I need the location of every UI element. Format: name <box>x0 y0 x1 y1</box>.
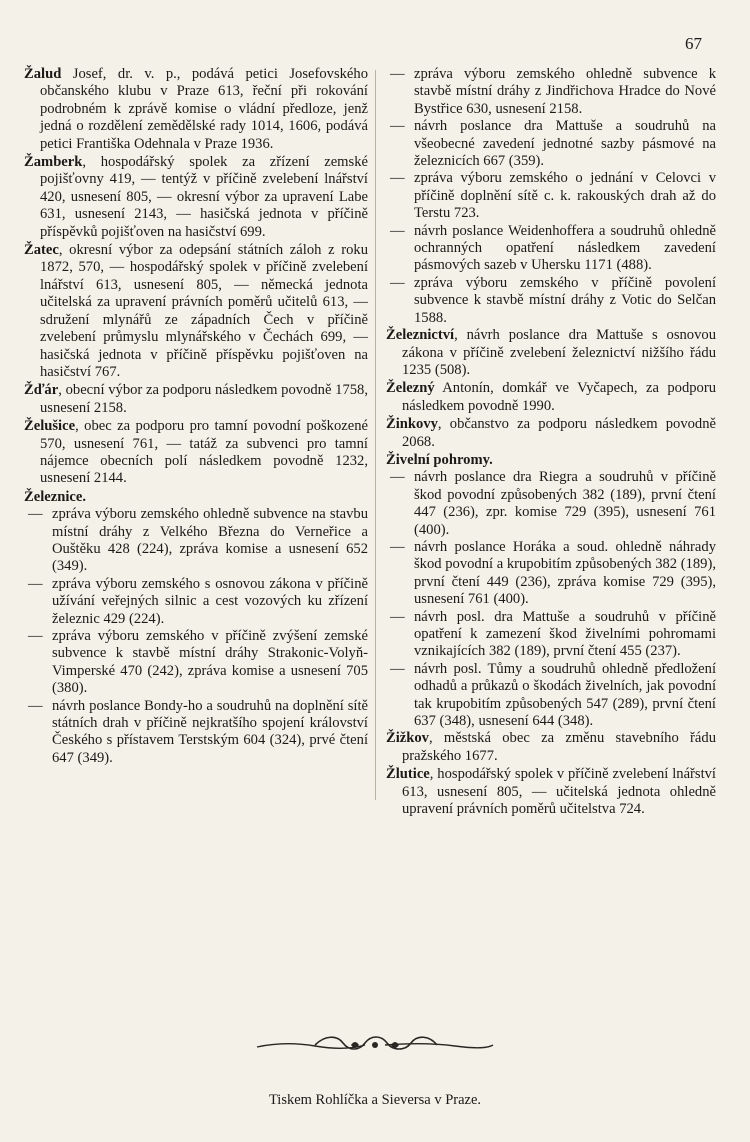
entry-keyword: Žalud <box>24 66 62 82</box>
index-entry <box>386 416 716 451</box>
entry-keyword: Žamberk <box>24 154 83 171</box>
ornament-divider <box>255 1033 495 1057</box>
left-column <box>24 66 368 767</box>
sub-entry-text: návrh poslance Bondy-ho a soudruhů na doplnění sítě státních drah v příčině nejkratšího spojení království Českého s přístavem Terstským 604 (324), prvé čtení 647 (349). <box>52 697 368 766</box>
entry-keyword: Žďár <box>24 382 59 399</box>
entry-keyword: Žatec <box>24 242 59 259</box>
sub-entry <box>386 275 716 327</box>
entry-text: , hospodářský spolek v příčině zvelebení lnářství 613, usnesení 805, — učitelská jednota ohledně upravení právních poměrů učitelstva 724. <box>402 766 716 818</box>
index-entry <box>24 418 368 488</box>
sub-entry-text: zpráva výboru zemského v příčině zvýšení zemské subvence k stavbě místní dráhy Strakonic-Volyň-Vimperské 470 (242), zpráva komise a usnesení 705 (380). <box>52 628 368 697</box>
sub-entry-text: návrh poslance Weidenhoffera a soudruhů ohledně ochranných opatření následkem zavedení pásmových sazeb v Uhersku 1171 (488). <box>414 222 716 274</box>
index-heading: Živelní pohromy. <box>386 451 493 468</box>
dash-marker: — <box>28 575 43 592</box>
dash-marker: — <box>390 222 405 239</box>
index-entry <box>24 382 368 417</box>
column-divider <box>375 70 376 800</box>
entry-text: , hospodářský spolek za zřízení zemské pojišťovny 419, — tentýž v příčině zvelebení lnářství 420, usnesení 805, — okresní výbor za upravení Labe 631, usnesení 2143, — hasičská jednota v příčině příspěvků pojišťoven na hasičství 699. <box>40 154 368 240</box>
dash-marker: — <box>390 469 405 486</box>
page-number: 67 <box>685 34 702 53</box>
index-entry <box>386 327 716 379</box>
sub-entry <box>386 661 716 731</box>
sub-entry <box>386 118 716 170</box>
entry-keyword: Želušice <box>24 418 76 435</box>
entry-text: , městská obec za změnu stavebního řádu pražského 1677. <box>402 730 716 764</box>
sub-entry-text: zpráva výboru zemského ohledně subvence na stavbu místní dráhy z Velkého Března do Verneřice a Ouštěku 428 (224), zpráva komise a usnesení 652 (349). <box>52 506 368 575</box>
entry-keyword: Žinkovy <box>386 416 438 433</box>
sub-entry-text: návrh posl. dra Mattuše a soudruhů v příčině opatření k zamezení škod živelními pohromami vznikajících 382 (189), první čtení 455 (237). <box>414 608 716 660</box>
index-entry <box>386 380 716 415</box>
dash-marker: — <box>28 506 43 523</box>
sub-entry-text: návrh poslance dra Riegra a soudruhů v příčině škod povodní způsobených 382 (189), první čtení 447 (236), zpr. komise 729 (395), usnesení 761 (400). <box>414 469 716 538</box>
entry-text: Josef, dr. v. p., podává petici Josefovského občanského klubu v Praze 613, řeční při rokování podrobném k zprávě komise o vládní předloze, jenž jedná o rozdělení zemědělské rady 1014, 1606, podává petici Františka Odehnala v Praze 1936. <box>40 66 368 152</box>
entry-text: , obec za podporu pro tamní povodní poškozené 570, usnesení 761, — tatáž za subvenci pro tamní nájemce obecních polí následkem povodně 1232, usnesení 2144. <box>40 418 368 487</box>
sub-entry <box>24 506 368 576</box>
entry-keyword: Železnictví <box>386 327 455 344</box>
dash-marker: — <box>28 628 43 644</box>
index-entry <box>386 730 716 765</box>
sub-entry-text: zpráva výboru zemského s osnovou zákona v příčině užívání veřejných silnic a cest vozových ku zřízení železnic 429 (224). <box>52 575 368 627</box>
entry-text: , návrh poslance dra Mattuše s osnovou zákona v příčině zvelebení železnictví nižšího řádu 1235 (508). <box>402 327 716 378</box>
sub-entry <box>386 609 716 661</box>
dash-marker: — <box>390 118 405 135</box>
sub-entry <box>24 628 368 698</box>
dash-marker: — <box>390 274 405 291</box>
entry-keyword: Žižkov <box>386 730 429 747</box>
printer-imprint: Tiskem Rohlíčka a Sieversa v Praze. <box>268 1092 482 1108</box>
index-entry <box>24 154 368 241</box>
entry-text: , obecní výbor za podporu následkem povodně 1758, usnesení 2158. <box>40 382 368 416</box>
sub-entry <box>386 539 716 609</box>
sub-entry <box>386 223 716 275</box>
index-entry <box>24 66 368 153</box>
sub-entry-text: návrh posl. Tůmy a soudruhů ohledně předložení odhadů a průkazů o škodách živelních, jak povodní tak krupobitím způsobených 547 (289), první čtení 637 (348), usnesení 644 (348). <box>414 660 716 730</box>
dash-marker: — <box>390 170 405 187</box>
sub-entry <box>386 170 716 222</box>
dash-marker: — <box>390 66 405 82</box>
sub-entry <box>386 66 716 118</box>
entry-text: , okresní výbor za odepsání státních záloh z roku 1872, 570, — hospodářský spolek v příčině zvelebení lnářství 613, usnesení 805, — německá jednota učitelská za upravení právních poměrů učitelů 613, — sdružení mlynářů ze západních Čech v příčině zvelebení průmyslu mlynářského v Čechách 699, — hasičská jednota v příčině příspěvku pojišťoven na hasičství 767. <box>40 242 368 380</box>
sub-entry-text: zpráva výboru zemského ohledně subvence k stavbě místní dráhy z Jindřichova Hradce do Nové Bystřice 630, usnesení 2158. <box>414 66 716 117</box>
entry-text: Antonín, domkář ve Vyčapech, za podporu následkem povodně 1990. <box>402 380 716 414</box>
sub-entry-text: zpráva výboru zemského o jednání v Celovci v příčině doplnění sítě c. k. rakouských drah až do Terstu 723. <box>414 170 716 222</box>
sub-entry-text: návrh poslance Horáka a soud. ohledně náhrady škod povodní a krupobitím způsobených 382 (189), první čtení 449 (236), zpráva komise 729 (395), usnesení 761 (400). <box>414 538 716 608</box>
dash-marker: — <box>390 538 405 555</box>
sub-entry <box>24 698 368 768</box>
right-column <box>386 66 716 819</box>
dash-marker: — <box>28 697 43 714</box>
index-heading: Železnice. <box>24 488 86 505</box>
sub-entry-text: zpráva výboru zemského v příčině povolení subvence k stavbě místní dráhy z Votic do Selčan 1588. <box>414 274 716 326</box>
entry-text: , občanstvo za podporu následkem povodně 2068. <box>402 416 716 450</box>
entry-keyword: Železný <box>386 380 435 397</box>
sub-entry <box>386 469 716 539</box>
dash-marker: — <box>390 608 405 625</box>
dash-marker: — <box>390 660 405 677</box>
index-entry <box>24 242 368 381</box>
index-entry <box>386 766 716 818</box>
entry-keyword: Žlutice <box>386 766 430 783</box>
sub-entry <box>24 576 368 628</box>
sub-entry-text: návrh poslance dra Mattuše a soudruhů na všeobecné zavedení jednotné sazby pásmové na železnicích 667 (359). <box>414 118 716 170</box>
